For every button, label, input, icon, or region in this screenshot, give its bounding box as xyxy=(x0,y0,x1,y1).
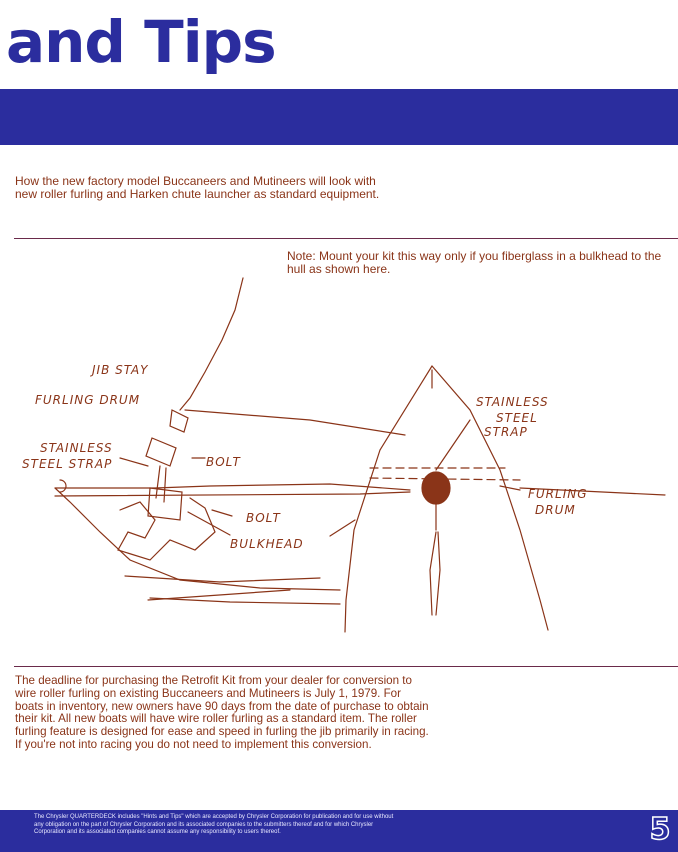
label-bulkhead: BULKHEAD xyxy=(230,537,304,551)
jib-stay-line xyxy=(180,278,243,410)
label-stainless-left-1: STAINLESS xyxy=(40,441,113,455)
footer-disclaimer: The Chrysler QUARTERDECK includes "Hints and Tips" which are accepted by Chrysler Corporation for publication and for use without any obligation on the part of Chrysler Corporation and its associated companies to the submitters thereof and for which Chrysler Corporation and its associated companies cannot assume any responsibility to users thereof. xyxy=(34,814,394,835)
furling-drum-left-top xyxy=(170,410,188,432)
deck-line xyxy=(55,484,410,490)
label-stainless-right-2: STEEL xyxy=(496,411,538,425)
label-furling-right-1: FURLING xyxy=(528,487,588,501)
roller-furling-illustration xyxy=(0,270,678,665)
page-title: and Tips xyxy=(6,8,276,76)
label-bolt-upper: BOLT xyxy=(206,455,241,469)
label-stainless-right-3: STRAP xyxy=(484,425,528,439)
divider-top xyxy=(14,238,678,239)
label-stainless-left-2: STEEL STRAP xyxy=(22,457,113,471)
note-text: Note: Mount your kit this way only if you fiberglass in a bulkhead to the hull as shown here. xyxy=(287,249,662,276)
body-paragraph: The deadline for purchasing the Retrofit Kit from your dealer for conversion to wire roller furling on existing Buccaneers and Mutineers is July 1, 1979. For boats in inventory, new owners have 90 days from the date of purchase to obtain their kit. All new boats will have wire roller furling as a standard item. The roller furling feature is designed for ease and speed in furling the jib primarily in racing. If you're not into racing you do not need to implement this conversion. xyxy=(15,674,429,751)
label-jib-stay: JIB STAY xyxy=(92,363,149,377)
bulkhead-shape xyxy=(118,498,215,560)
bow-left-edge xyxy=(345,366,432,632)
page-number: 5 xyxy=(649,812,671,847)
label-furling-right-2: DRUM xyxy=(535,503,576,517)
label-stainless-right-1: STAINLESS xyxy=(476,395,549,409)
label-furling-drum-left: FURLING DRUM xyxy=(35,393,141,407)
label-bolt-lower: BOLT xyxy=(246,511,281,525)
lifeline xyxy=(185,410,405,435)
furling-drum-left xyxy=(146,438,176,466)
footer-band xyxy=(0,810,678,852)
furling-drum-right xyxy=(422,472,450,504)
divider-bottom xyxy=(14,666,678,667)
header-band xyxy=(0,89,678,145)
intro-caption: How the new factory model Buccaneers and Mutineers will look with new roller furling and Harken chute launcher as standard equipment. xyxy=(15,174,380,201)
strap-leader-right xyxy=(436,420,470,470)
